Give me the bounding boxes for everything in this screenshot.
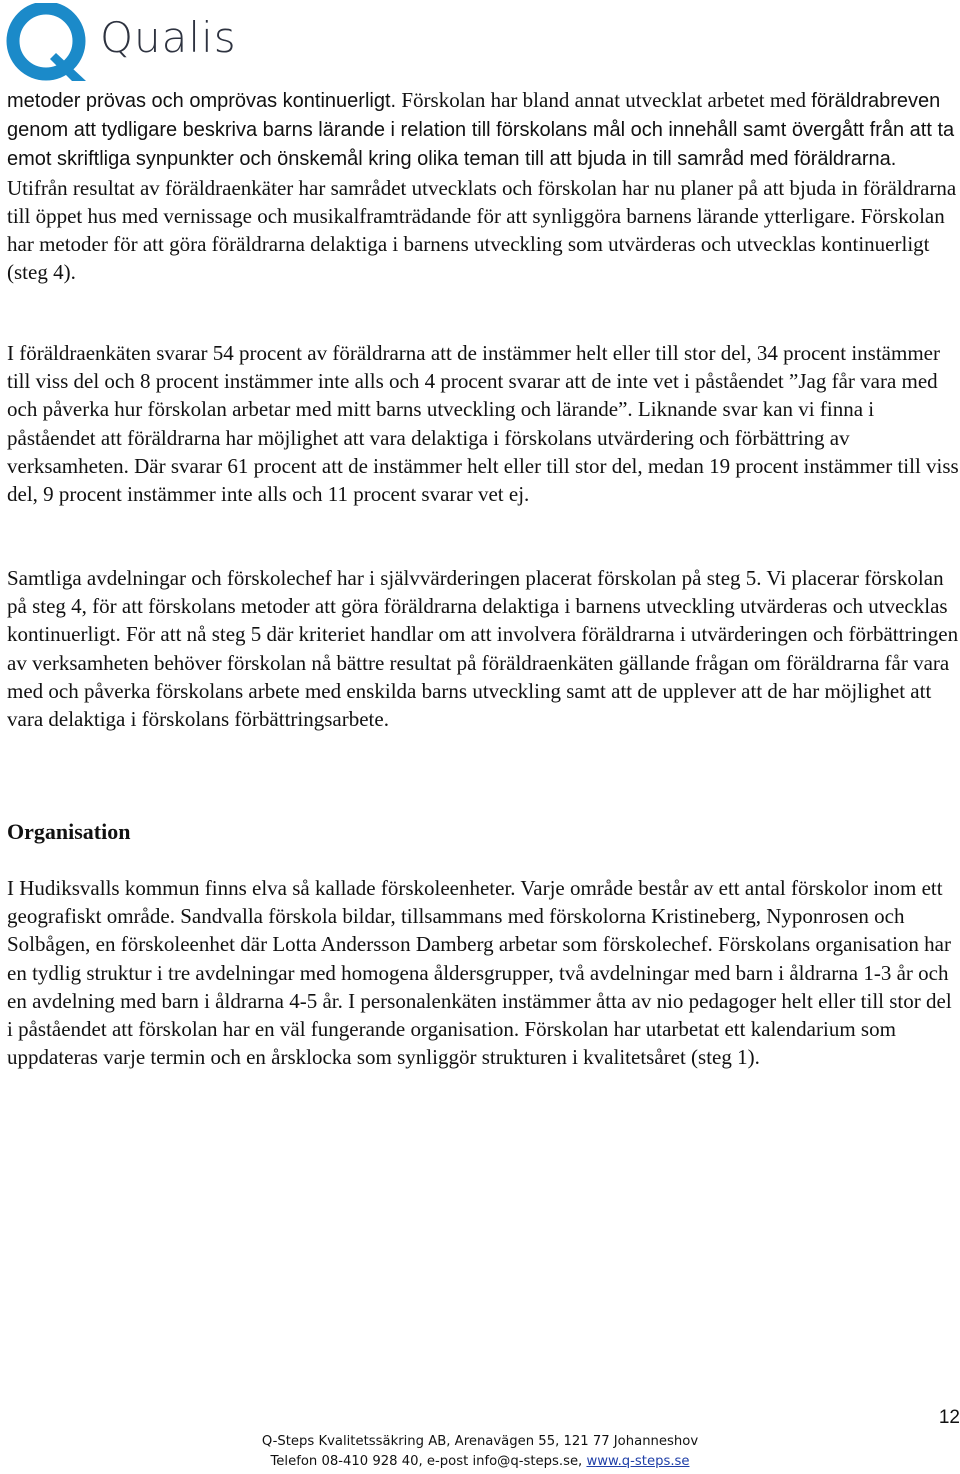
footer-website-link[interactable]: www.q-steps.se (586, 1454, 690, 1469)
qualis-q-icon (6, 3, 90, 83)
paragraph-tail-serif: Utifrån resultat av föräldraenkäter har samrådet utvecklats och förskolan har nu planer på att bjuda in föräldrarna till öppet hus med vernissage och musikalframträdande för att synliggöra barnens lärande ytterligare. Förskolan har metoder för att göra föräldrarna delaktiga i barnens utveckling som utvärderas och utvecklas kontinuerligt (steg 4). (7, 175, 957, 285)
section-heading-organisation: Organisation (7, 819, 131, 844)
paragraph-mid-sans: föräldrabreven genom att tydligare beskriva barns lärande i relation till förskolans mål och innehåll samt övergått från att ta emot skriftliga synpunkter och önskemål kring olika teman till att bjuda in till samråd med föräldrarna. (7, 90, 955, 171)
footer-contact-text: Telefon 08-410 928 40, e-post info@q-steps.se, (270, 1454, 587, 1469)
page-footer (0, 1432, 960, 1472)
footer-contact (0, 1452, 960, 1472)
paragraph-mid-serif: Förskolan har bland annat utvecklat arbetet med (396, 88, 812, 112)
footer-address: Q-Steps Kvalitetssäkring AB, Arenavägen 55, 121 77 Johanneshov (261, 1434, 699, 1449)
paragraph-step-assessment: Samtliga avdelningar och förskolechef har i självvärderingen placerat förskolan på steg 5. Vi placerar förskolan på steg 4, för att förskolans metoder att göra föräldrarna delaktiga i barnens utveckling utvärderas och utvecklas kontinuerligt. För att nå steg 5 där kriteriet handlar om att involvera föräldrarna i utvärderingen och förbättringen av verksamheten behöver förskolan nå bättre resultat på föräldraenkäten gällande frågan om föräldrarna får vara med och påverka förskolans arbete med enskilda barns utveckling samt att de upplever att de har möjlighet att vara delaktiga i förskolans förbättringsarbete. (7, 566, 959, 732)
paragraph-survey-results: I föräldraenkäten svarar 54 procent av föräldrarna att de instämmer helt eller till stor del, 34 procent instämmer till viss del och 8 procent instämmer inte alls och 4 procent svarar att de inte vet i påståendet ”Jag får vara med och påverka hur förskolan arbetar med mitt barns utveckling och lärande”. Liknande svar kan vi finna i påståendet att föräldrarna har möjlighet att vara delaktiga i förskolans utvärdering och förbättring av verksamheten. Där svarar 61 procent att de instämmer helt eller till stor del, medan 19 procent instämmer till viss del, 9 procent instämmer inte alls och 11 procent svarar vet ej. (7, 341, 959, 507)
paragraph-organisation: I Hudiksvalls kommun finns elva så kallade förskoleenheter. Varje område består av ett antal förskolor inom ett geografiskt område. Sandvalla förskola bildar, tillsammans med förskolorna Kristineberg, Nyponrosen och Solbågen, en förskoleenhet där Lotta Andersson Damberg arbetar som förskolechef. Förskolans organisation har en tydlig struktur i tre avdelningar med homogena åldersgrupper, två avdelningar med barn i åldrarna 1-3 år och en avdelning med barn i åldrarna 4-5 år. I personalenkäten instämmer åtta av nio pedagoger helt eller till stor del i påståendet att förskolan har en väl fungerande organisation. Förskolan har utarbetat ett kalendarium som uppdateras varje termin och en årsklocka som synliggör strukturen i kvalitetsåret (steg 1). (7, 876, 952, 1070)
qualis-logo (6, 3, 237, 83)
page-number: 12 (938, 1407, 960, 1428)
logo-wordmark: Qualis (100, 13, 237, 62)
paragraph-parent-methods (7, 86, 960, 286)
paragraph-lead-sans: metoder prövas och omprövas kontinuerligt. (7, 90, 397, 112)
